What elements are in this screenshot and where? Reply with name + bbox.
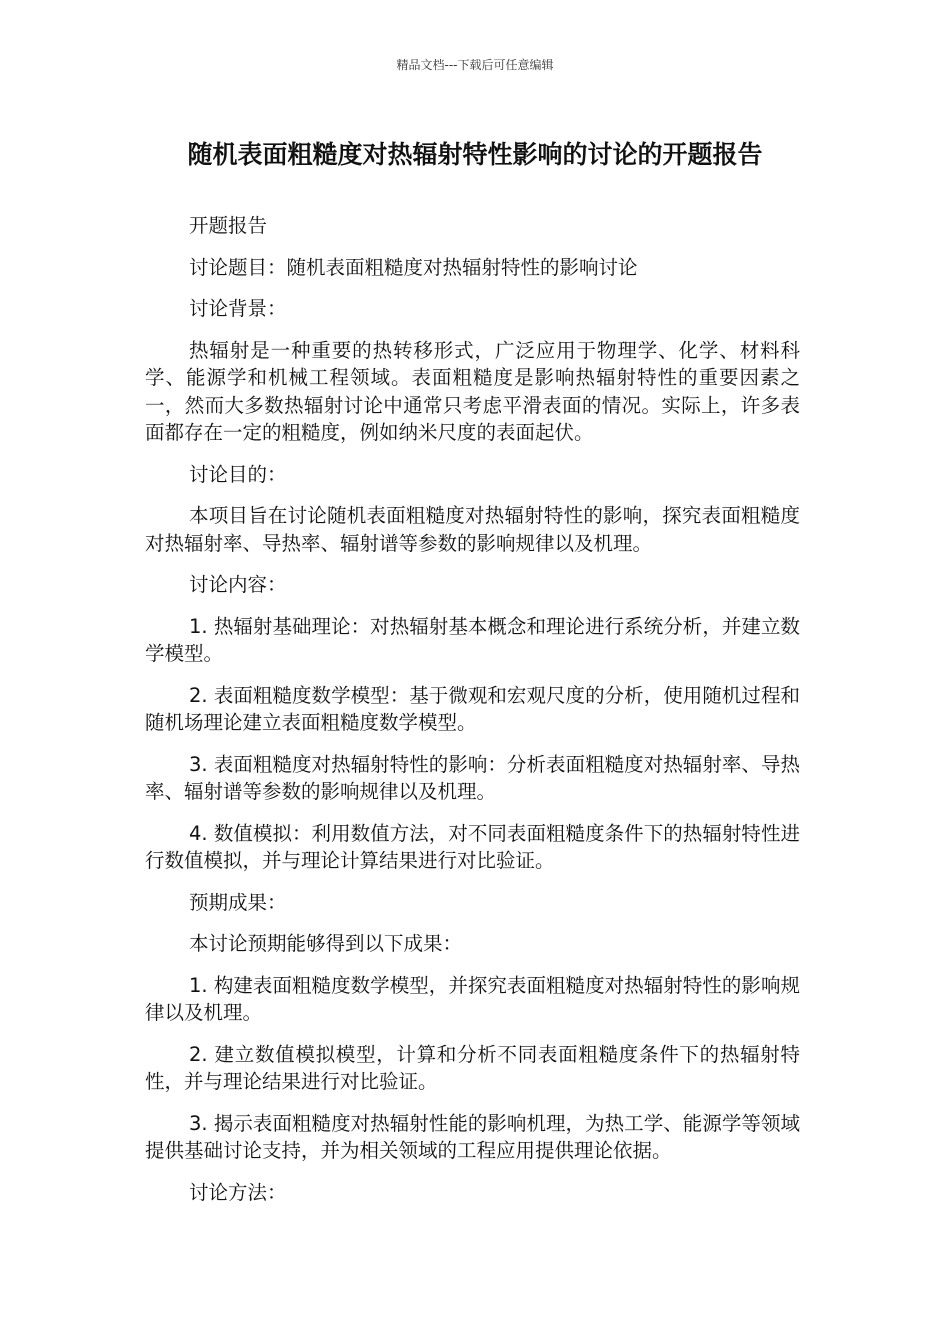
paragraph-topic: 讨论题目：随机表面粗糙度对热辐射特性的影响讨论	[189, 255, 638, 279]
document-title: 随机表面粗糙度对热辐射特性影响的讨论的开题报告	[187, 140, 763, 169]
paragraph-heading-report: 开题报告	[189, 214, 268, 237]
paragraph-results-intro: 本讨论预期能够得到以下成果：	[189, 932, 463, 955]
paragraph-background: 热辐射是一种重要的热转移形式，广泛应用于物理学、化学、材料科学、能源学和机械工程领域。表面粗糙度是影响热辐射特性的重要因素之一，然而大多数热辐射讨论中通常只考虑平滑表面的情况。实际上，许多表面都存在一定的粗糙度，例如纳米尺度的表面起伏。	[145, 338, 800, 444]
paragraph-content-item-3: 3. 表面粗糙度对热辐射特性的影响：分析表面粗糙度对热辐射率、导热率、辐射谱等参数的影响规律以及机理。	[145, 752, 800, 803]
paragraph-purpose: 本项目旨在讨论随机表面粗糙度对热辐射特性的影响，探究表面粗糙度对热辐射率、导热率、辐射谱等参数的影响规律以及机理。	[145, 504, 800, 555]
paragraph-content-item-4: 4. 数值模拟：利用数值方法，对不同表面粗糙度条件下的热辐射特性进行数值模拟，并与理论计算结果进行对比验证。	[145, 821, 800, 872]
paragraph-result-item-3: 3. 揭示表面粗糙度对热辐射性能的影响机理，为热工学、能源学等领域提供基础讨论支持，并为相关领域的工程应用提供理论依据。	[145, 1111, 800, 1162]
document-body	[145, 212, 800, 1220]
paragraph-result-item-1: 1. 构建表面粗糙度数学模型，并探究表面粗糙度对热辐射特性的影响规律以及机理。	[145, 973, 800, 1024]
paragraph-heading-method: 讨论方法：	[189, 1180, 287, 1204]
header-note: 精品文档---下载后可任意编辑	[396, 58, 554, 72]
paragraph-heading-background: 讨论背景：	[189, 297, 287, 320]
paragraph-content-item-1: 1. 热辐射基础理论：对热辐射基本概念和理论进行系统分析，并建立数学模型。	[145, 614, 800, 665]
paragraph-heading-results: 预期成果：	[189, 890, 287, 914]
paragraph-heading-purpose: 讨论目的：	[189, 462, 287, 486]
paragraph-result-item-2: 2. 建立数值模拟模型，计算和分析不同表面粗糙度条件下的热辐射特性，并与理论结果进行对比验证。	[145, 1042, 800, 1093]
paragraph-content-item-2: 2. 表面粗糙度数学模型：基于微观和宏观尺度的分析，使用随机过程和随机场理论建立表面粗糙度数学模型。	[145, 683, 800, 734]
paragraph-heading-content: 讨论内容：	[189, 573, 287, 596]
